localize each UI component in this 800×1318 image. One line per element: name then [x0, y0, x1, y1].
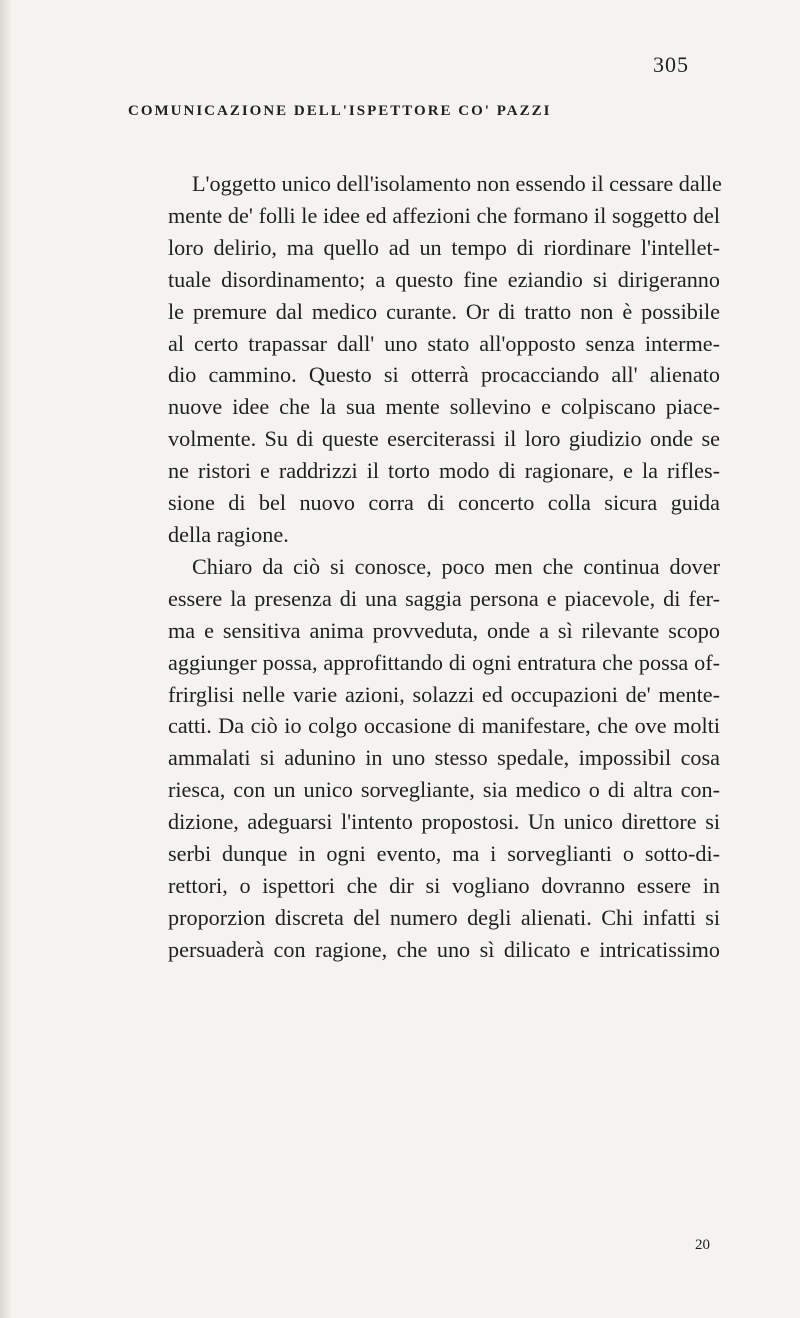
text-line: riesca, con un unico sorvegliante, sia medico o di altra con- — [168, 777, 720, 803]
text-line: aggiunger possa, approfittando di ogni entratura che possa of- — [168, 649, 720, 675]
text-line: catti. Da ciò io colgo occasione di manifestare, che ove molti — [168, 713, 720, 739]
text-line: mente de' folli le idee ed affezioni che formano il soggetto del — [168, 202, 720, 228]
text-line: rettori, o ispettori che dir si vogliano dovranno essere in — [168, 872, 720, 898]
text-line: dizione, adeguarsi l'intento propostosi. Un unico direttore si — [168, 809, 720, 835]
text-line: frirglisi nelle varie azioni, solazzi ed occupazioni de' mente- — [168, 681, 720, 707]
page-number: 305 — [653, 52, 689, 77]
signature-mark: 20 — [695, 1237, 710, 1253]
text-line: le premure dal medico curante. Or di tratto non è possibile — [168, 298, 720, 324]
text-line: Chiaro da ciò si conosce, poco men che continua dover — [192, 553, 720, 579]
text-line: ne ristori e raddrizzi il torto modo di ragionare, e la rifles- — [168, 458, 720, 484]
text-line: al certo trapassar dall' uno stato all'opposto senza interme- — [168, 330, 720, 356]
text-line: volmente. Su di queste eserciterassi il loro giudizio onde se — [168, 426, 720, 452]
running-head: COMUNICAZIONE DELL'ISPETTORE CO' PAZZI — [128, 103, 552, 119]
text-line: L'oggetto unico dell'isolamento non essendo il cessare dalle — [192, 171, 722, 196]
text-line: persuaderà con ragione, che uno sì dilicato e intricatissimo — [168, 936, 720, 962]
text-line: dio cammino. Questo si otterrà procacciando all' alienato — [168, 362, 720, 388]
page-gutter-shadow — [0, 0, 12, 1318]
text-line: ammalati si adunino in uno stesso spedale, impossibil cosa — [168, 745, 720, 771]
text-line: essere la presenza di una saggia persona e piacevole, di fer- — [168, 585, 720, 611]
body-text — [168, 168, 720, 966]
text-line: loro delirio, ma quello ad un tempo di riordinare l'intellet- — [168, 234, 720, 260]
text-line: serbi dunque in ogni evento, ma i sorveglianti o sotto-di- — [168, 841, 720, 867]
text-line: della ragione. — [168, 521, 289, 547]
text-line: nuove idee che la sua mente sollevino e colpiscano piace- — [168, 394, 720, 420]
text-line: sione di bel nuovo corra di concerto colla sicura guida — [168, 490, 720, 516]
text-line: ma e sensitiva anima provveduta, onde a sì rilevante scopo — [168, 617, 720, 643]
text-line: proporzion discreta del numero degli alienati. Chi infatti si — [168, 904, 720, 930]
text-line: tuale disordinamento; a questo fine eziandio si dirigeranno — [168, 266, 720, 292]
